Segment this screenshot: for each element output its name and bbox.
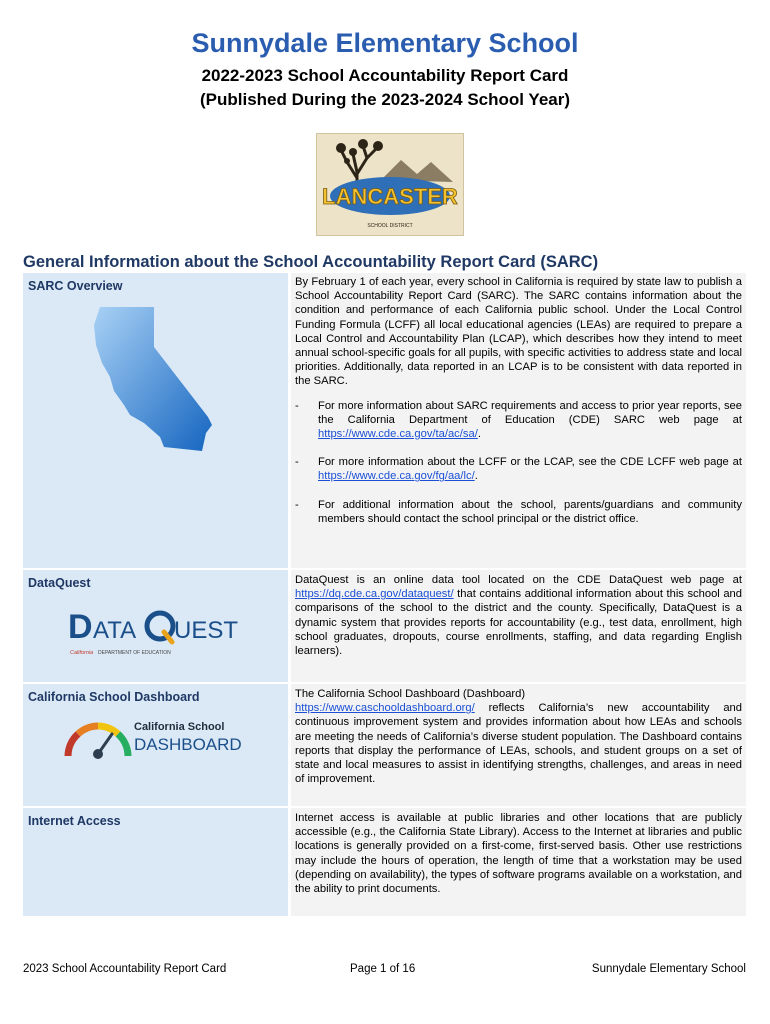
logo-caption-ca: California <box>70 650 94 657</box>
list-item <box>295 498 742 526</box>
logo-tagline: SCHOOL DISTRICT <box>367 223 413 229</box>
label-cell <box>23 684 291 808</box>
list-item <box>295 399 742 442</box>
dataquest-link[interactable]: https://dq.cde.ca.gov/dataquest/ <box>295 588 454 601</box>
row-label: DataQuest <box>28 576 91 590</box>
footer-report-name: 2023 School Accountability Report Card <box>23 963 227 975</box>
label-cell <box>23 273 291 570</box>
published-line: (Published During the 2023-2024 School Year) <box>199 90 571 109</box>
content-cell <box>291 808 746 918</box>
bullet-text: For additional information about the school, parents/guardians and community members should contact the school principal or the district office. <box>318 498 742 525</box>
content-cell <box>291 684 746 808</box>
footer-page-number: Page 1 of 16 <box>350 963 416 975</box>
table-row-internet <box>23 808 746 918</box>
row-label: California School Dashboard <box>28 690 200 704</box>
sarc-overview-paragraph: By February 1 of each year, every school in California is required by state law to publish a School Accountability Report Card (SARC). The SARC contains information about the condition and performance of each California public school. Under the Local Control Funding Formula (LCFF) all local educational agencies (LEAs) are required to prepare a Local Control and Accountability Plan (LCAP), which describes how they intend to meet annual school-specific goals for all pupils, with specific activities to address state and local priorities. Additionally, data reported in an LCAP is to be consistent with data reported in the SARC. <box>295 276 742 388</box>
section-heading: General Information about the School Accountability Report Card (SARC) <box>23 253 599 271</box>
dashboard-text-start: The California School Dashboard (Dashboard) <box>295 688 526 700</box>
dataquest-text-end: that contains additional information about this school and comparisons of the school to the district and the county. Specifically, DataQuest is a dynamic system that provides reports for accountability (e.g., test data, enrollment, high school graduates, dropouts, course enrollments, staffing, and data regarding English learners). <box>295 588 742 658</box>
table-row-dashboard <box>23 684 746 808</box>
logo-d: D <box>68 608 93 647</box>
table-row-sarc-overview <box>23 273 746 570</box>
label-cell <box>23 570 291 684</box>
logo-line2: DASHBOARD <box>134 735 242 755</box>
dashboard-text-end: reflects California’s new accountability and continuous improvement system and provides information about how LEAs and schools are meeting the needs of California’s diverse student population. The Dashboard contains reports that display the performance of LEAs, schools, and student groups on a set of state and local measures to assist in identifying strengths, challenges, and areas in need of improvement. <box>295 702 743 786</box>
row-label: SARC Overview <box>28 279 123 293</box>
bullet-end: . <box>477 428 481 441</box>
content-cell <box>291 273 746 570</box>
logo-ata: ATA <box>93 617 137 645</box>
dataquest-logo <box>68 602 284 660</box>
dashboard-logo <box>62 712 284 762</box>
table-row-dataquest <box>23 570 746 684</box>
cde-sarc-link[interactable]: https://www.cde.ca.gov/ta/ac/sa/ <box>318 428 478 441</box>
bullet-text: For more information about the LCFF or the LCAP, see the CDE LCFF web page at <box>318 456 742 469</box>
school-name-title: Sunnydale Elementary School <box>191 28 579 58</box>
content-cell <box>291 570 746 684</box>
logo-line1: California School <box>134 721 225 734</box>
sarc-info-table <box>23 273 746 918</box>
footer-school-name: Sunnydale Elementary School <box>591 963 746 975</box>
bullet-dash: - <box>295 498 299 511</box>
label-cell <box>23 808 291 918</box>
logo-caption: DEPARTMENT OF EDUCATION <box>98 650 171 657</box>
logo-wordmark: LANCASTER <box>322 184 458 209</box>
bullet-end: . <box>474 470 478 483</box>
row-label: Internet Access <box>28 814 121 828</box>
district-logo <box>316 133 464 236</box>
dashboard-link[interactable]: https://www.caschooldashboard.org/ <box>295 702 475 715</box>
bullet-dash: - <box>295 399 299 412</box>
internet-access-text: Internet access is available at public libraries and other locations that are publicly accessible (e.g., the California State Library). Access to the Internet at libraries and public locations is generally provided on a first-come, first-served basis. Other use restrictions may include the hours of operation, the length of time that a workstation may be used (depending on availability), the types of software programs available on a workstation, and the ability to print documents. <box>295 812 742 896</box>
bullet-dash: - <box>295 456 299 469</box>
cde-lcff-link[interactable]: https://www.cde.ca.gov/fg/aa/lc/ <box>318 470 475 483</box>
california-map-icon <box>84 305 284 455</box>
list-item <box>295 455 742 483</box>
logo-uest: UEST <box>174 617 239 645</box>
bullet-text: For more information about SARC requirements and access to prior year reports, see the California Department of Education (CDE) SARC web page at <box>318 399 742 426</box>
dataquest-text-start: DataQuest is an online data tool located on the CDE DataQuest web page at <box>295 574 742 586</box>
report-title: 2022-2023 School Accountability Report Card <box>201 66 569 85</box>
